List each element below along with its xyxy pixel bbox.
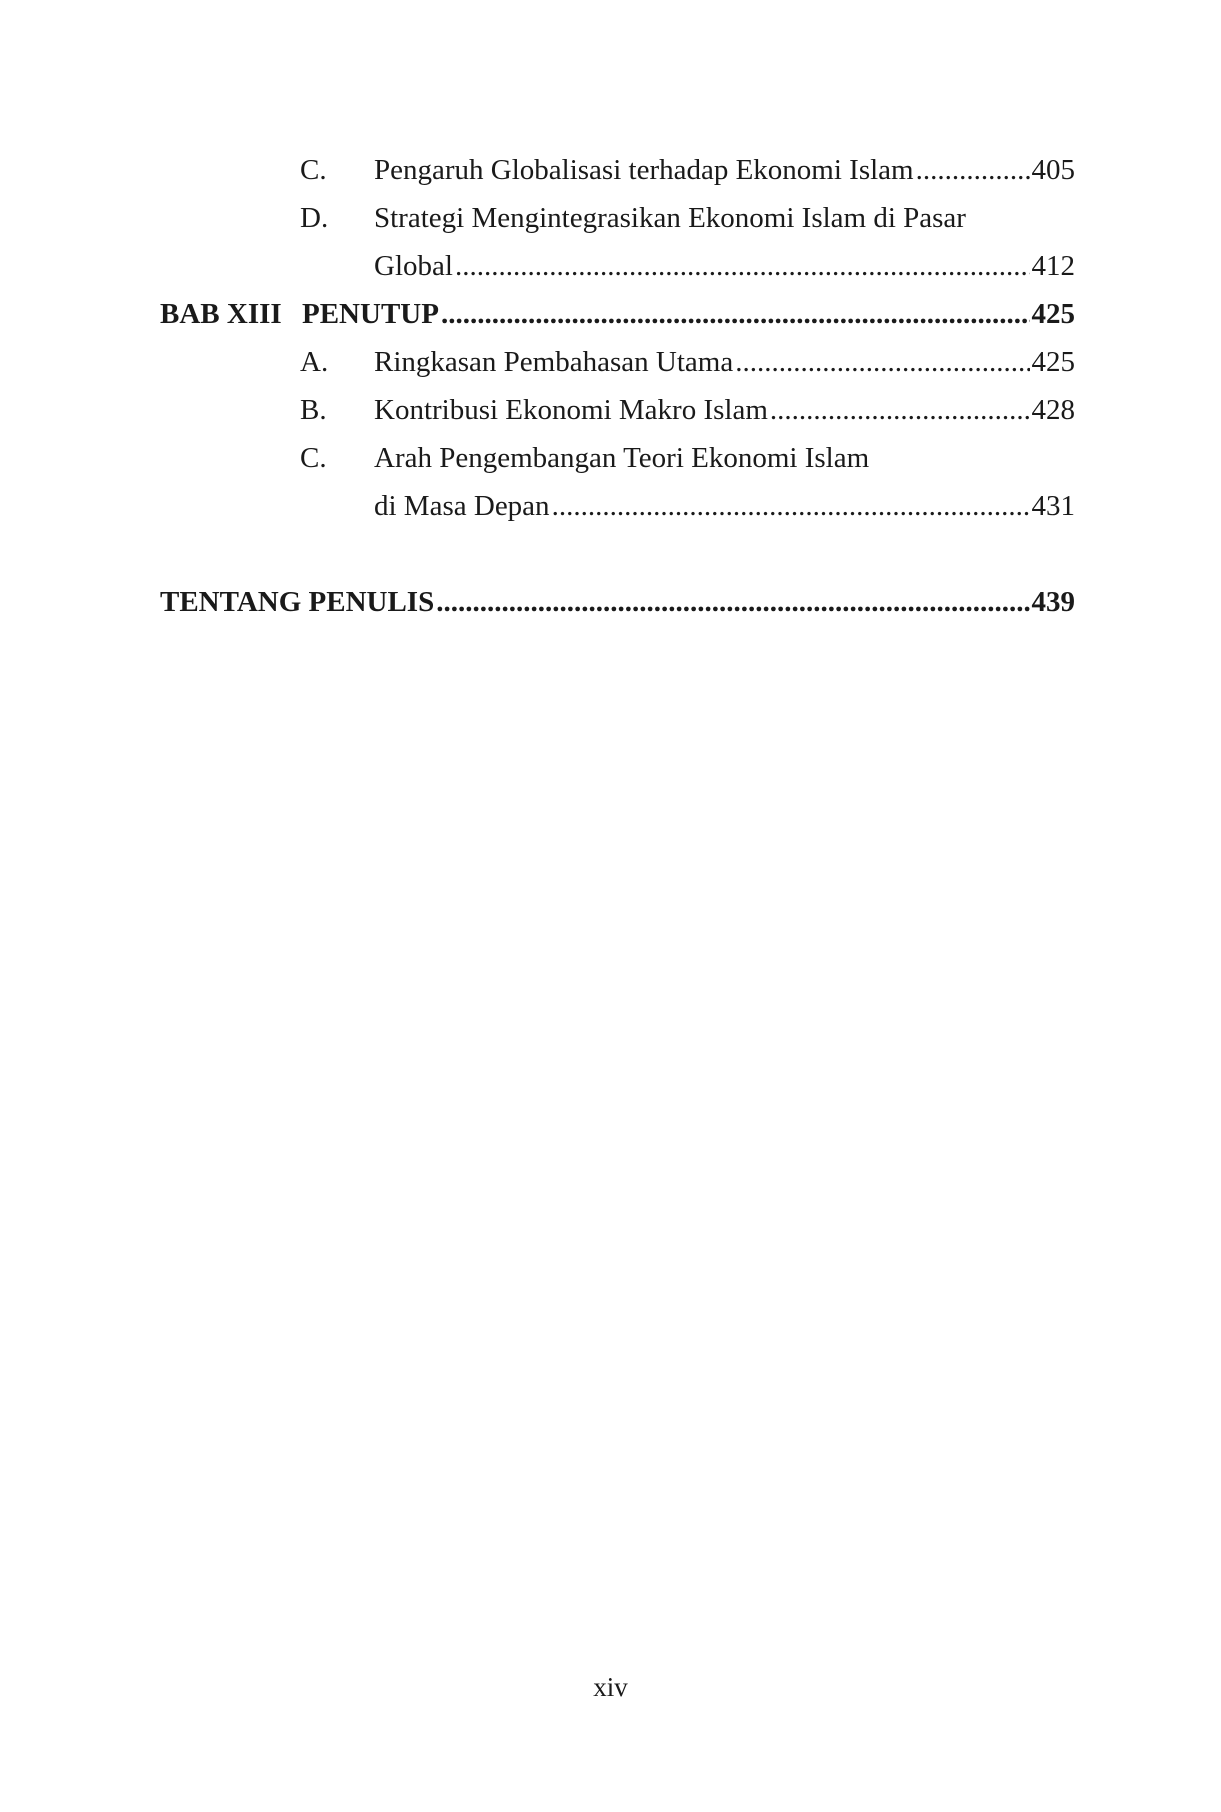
toc-entry-line [374, 146, 1075, 194]
toc-page-number: 428 [1031, 394, 1075, 426]
toc-entry-line [374, 386, 1075, 434]
toc-title-line2: Global [374, 250, 453, 282]
spacer [160, 530, 1075, 578]
toc-entry-tentang-penulis[interactable] [160, 578, 1075, 626]
toc-entry-line [302, 290, 1075, 338]
toc-chapter-bab-xiii[interactable] [160, 290, 1075, 338]
dot-leader [770, 386, 1030, 434]
toc-title: Ringkasan Pembahasan Utama [374, 346, 734, 378]
toc-entry-c-arah-cont[interactable] [160, 482, 1075, 530]
toc-page-number: 439 [1031, 586, 1075, 618]
chapter-label: BAB XIII [160, 298, 282, 330]
dot-leader [552, 482, 1030, 530]
toc-entry-c-arah[interactable] [160, 434, 1075, 482]
toc-entry-line [374, 338, 1075, 386]
dot-leader [455, 242, 1030, 290]
toc-entry-line [374, 482, 1075, 530]
toc-entry-line [160, 578, 1075, 626]
toc-letter: B. [300, 394, 327, 426]
page-number: xiv [593, 1672, 628, 1702]
dot-leader [441, 290, 1030, 338]
table-of-contents [160, 146, 1075, 626]
dot-leader [916, 146, 1030, 194]
toc-page-number: 425 [1031, 298, 1075, 330]
toc-title: Kontribusi Ekonomi Makro Islam [374, 394, 768, 426]
toc-entry-d-strategi-cont[interactable] [160, 242, 1075, 290]
toc-entry-a-ringkasan[interactable] [160, 338, 1075, 386]
toc-entry-d-strategi[interactable] [160, 194, 1075, 242]
toc-page-number: 425 [1031, 346, 1075, 378]
toc-title: Pengaruh Globalisasi terhadap Ekonomi Islam [374, 154, 914, 186]
dot-leader [735, 338, 1029, 386]
toc-title-line1: Strategi Mengintegrasikan Ekonomi Islam di Pasar [374, 202, 966, 234]
toc-page-number: 412 [1031, 250, 1075, 282]
toc-letter: D. [300, 202, 329, 234]
chapter-title: PENUTUP [302, 298, 439, 330]
toc-entry-line [374, 242, 1075, 290]
toc-letter: C. [300, 442, 327, 474]
toc-letter: C. [300, 154, 327, 186]
toc-page-number: 405 [1031, 154, 1075, 186]
toc-title-line1: Arah Pengembangan Teori Ekonomi Islam [374, 442, 870, 474]
dot-leader [436, 578, 1029, 626]
toc-entry-b-kontribusi[interactable] [160, 386, 1075, 434]
toc-page-number: 431 [1031, 490, 1075, 522]
section-title: TENTANG PENULIS [160, 586, 435, 618]
toc-title-line2: di Masa Depan [374, 490, 550, 522]
toc-entry-c-globalisasi[interactable] [160, 146, 1075, 194]
toc-letter: A. [300, 346, 329, 378]
